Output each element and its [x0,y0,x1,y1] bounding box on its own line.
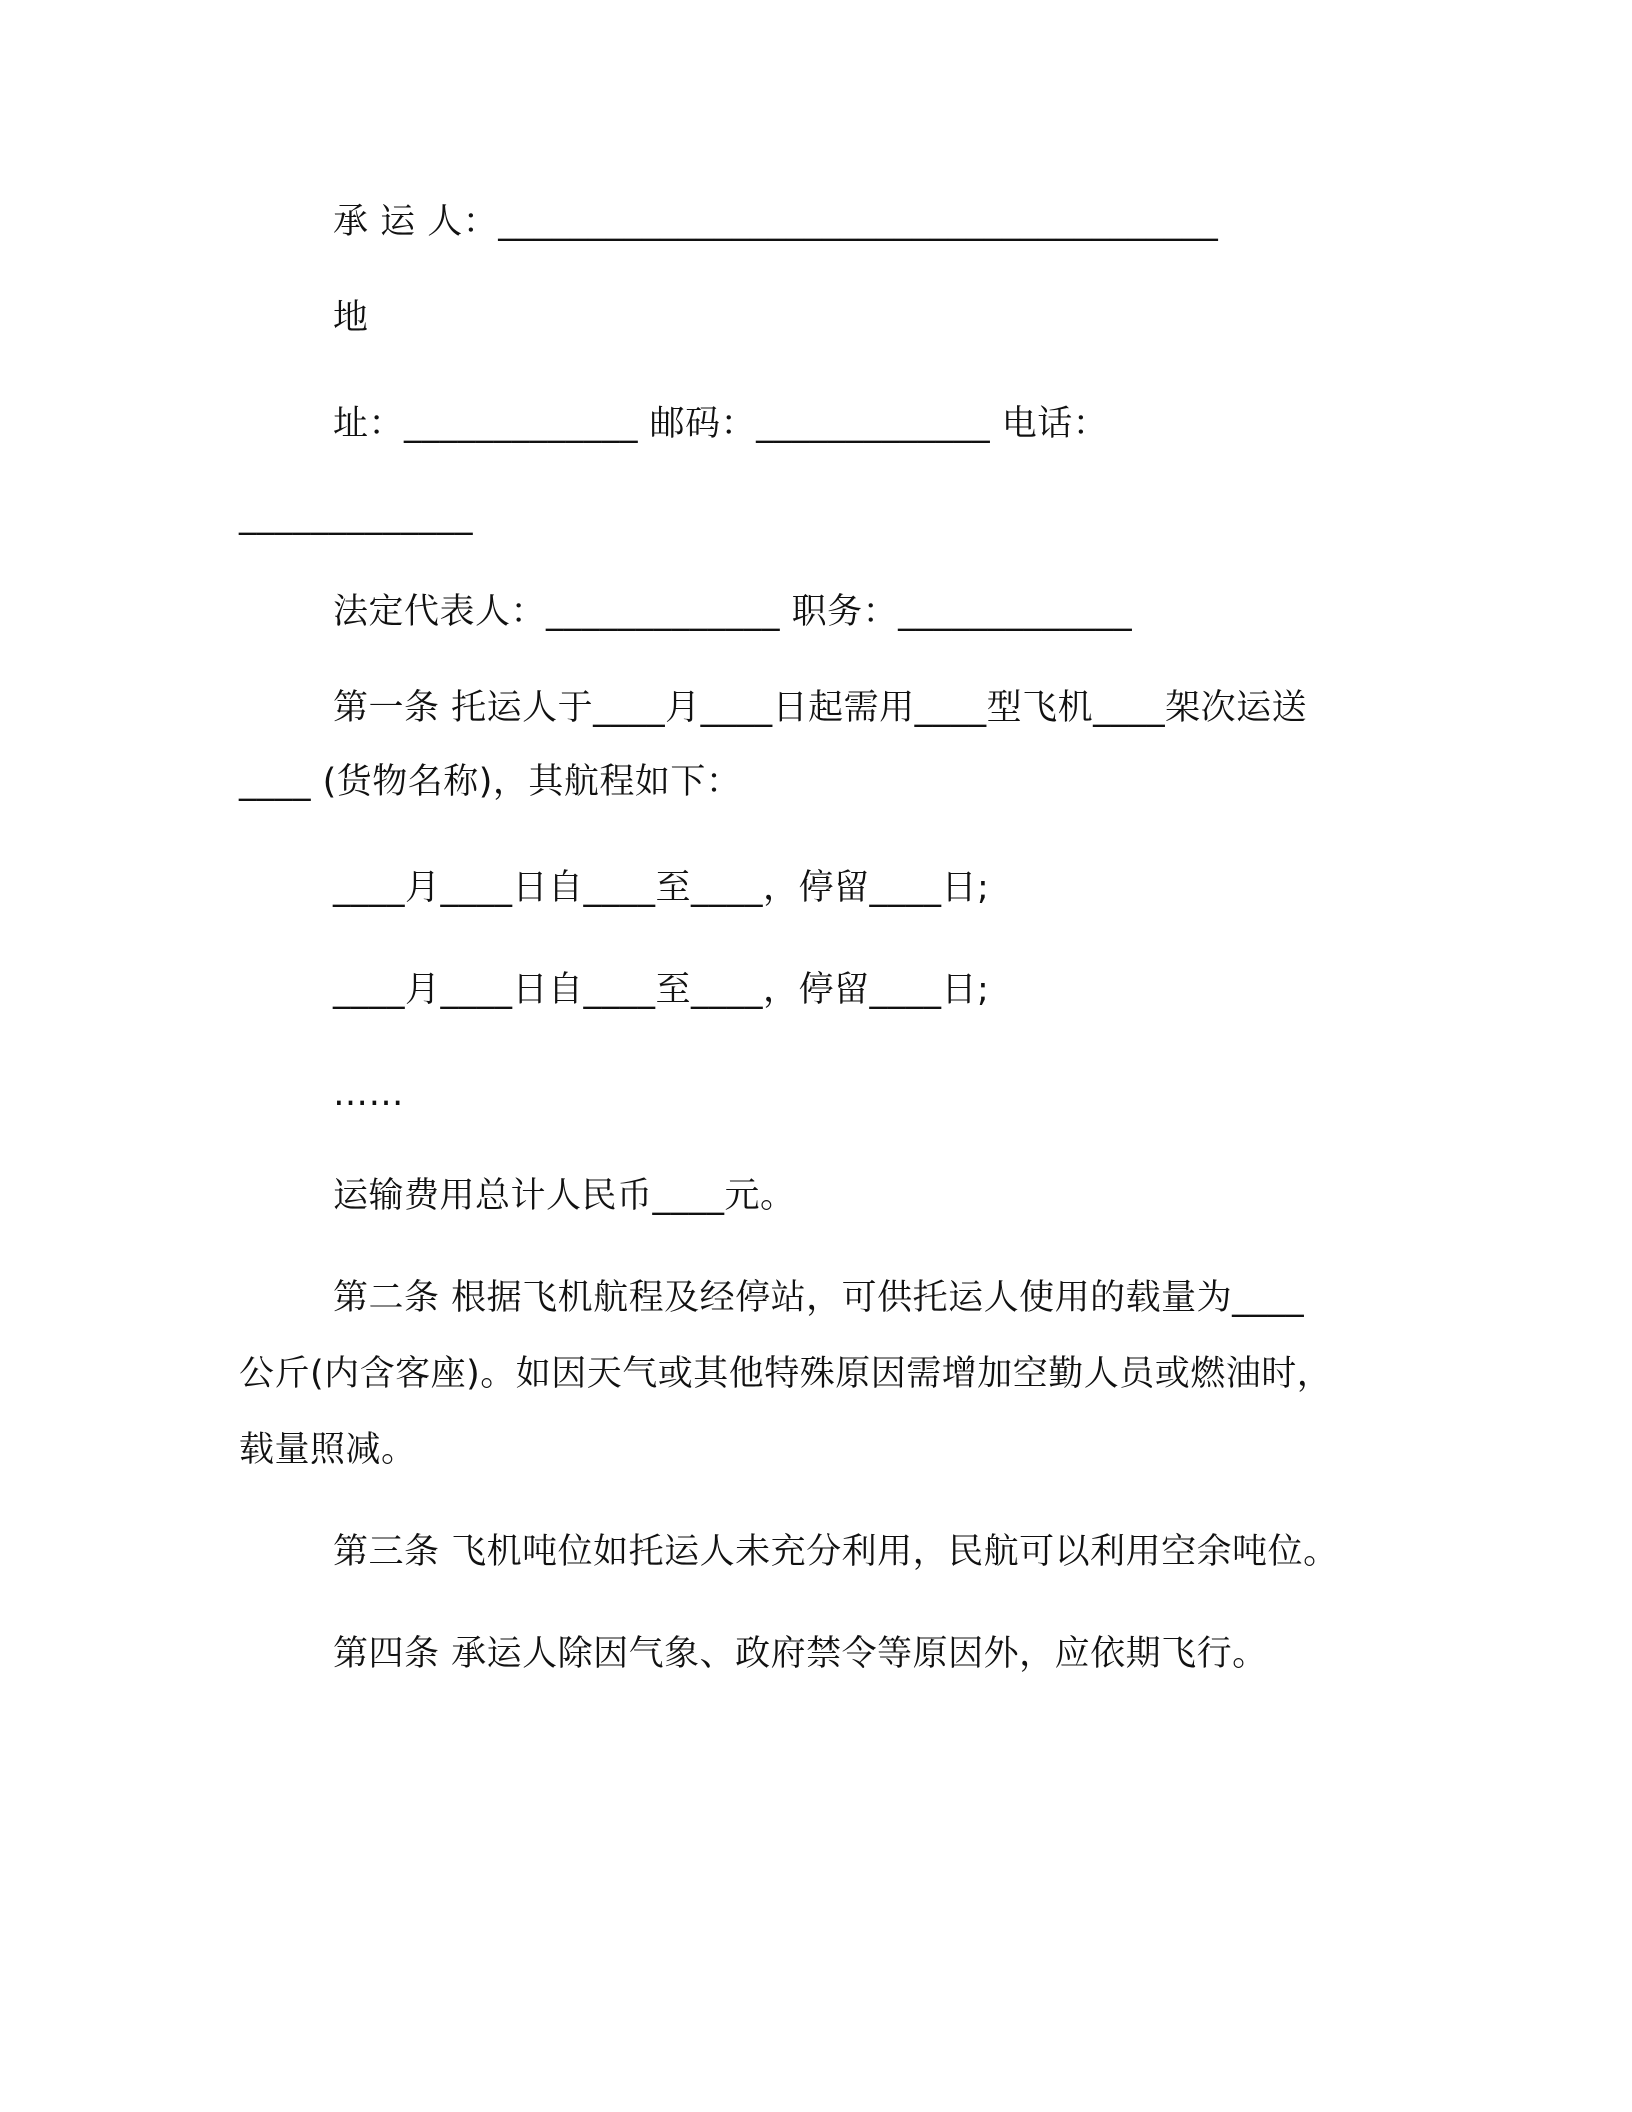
address-postcode-phone-line: 址：_____________ 邮码：_____________ 电话： [333,404,1109,444]
phone-blank-line: _____________ [239,496,473,536]
article-2-line-3: 载量照减。 [239,1430,417,1470]
itinerary-line-1: ____月____日自____至____，停留____日; [333,868,990,908]
address-label-char: 地 [333,298,369,338]
total-fee-line: 运输费用总计人民币____元。 [333,1176,796,1216]
article-1-line-2: ____ (货物名称)，其航程如下： [239,762,742,802]
article-2-line-1: 第二条 根据飞机航程及经停站，可供托运人使用的载量为____ [333,1278,1305,1318]
legal-representative-line: 法定代表人：_____________ 职务：_____________ [333,592,1133,632]
article-3-line: 第三条 飞机吨位如托运人未充分利用，民航可以利用空余吨位。 [333,1532,1339,1572]
article-4-line: 第四条 承运人除因气象、政府禁令等原因外，应依期飞行。 [333,1634,1268,1674]
itinerary-line-2: ____月____日自____至____，停留____日; [333,970,990,1010]
article-2-line-2: 公斤(内含客座)。如因天气或其他特殊原因需增加空勤人员或燃油时， [239,1354,1333,1394]
itinerary-ellipsis: …… [333,1074,404,1114]
article-1-line-1: 第一条 托运人于____月____日起需用____型飞机____架次运送 [333,688,1308,728]
carrier-line: 承 运 人：________________________________________ [333,202,1219,242]
